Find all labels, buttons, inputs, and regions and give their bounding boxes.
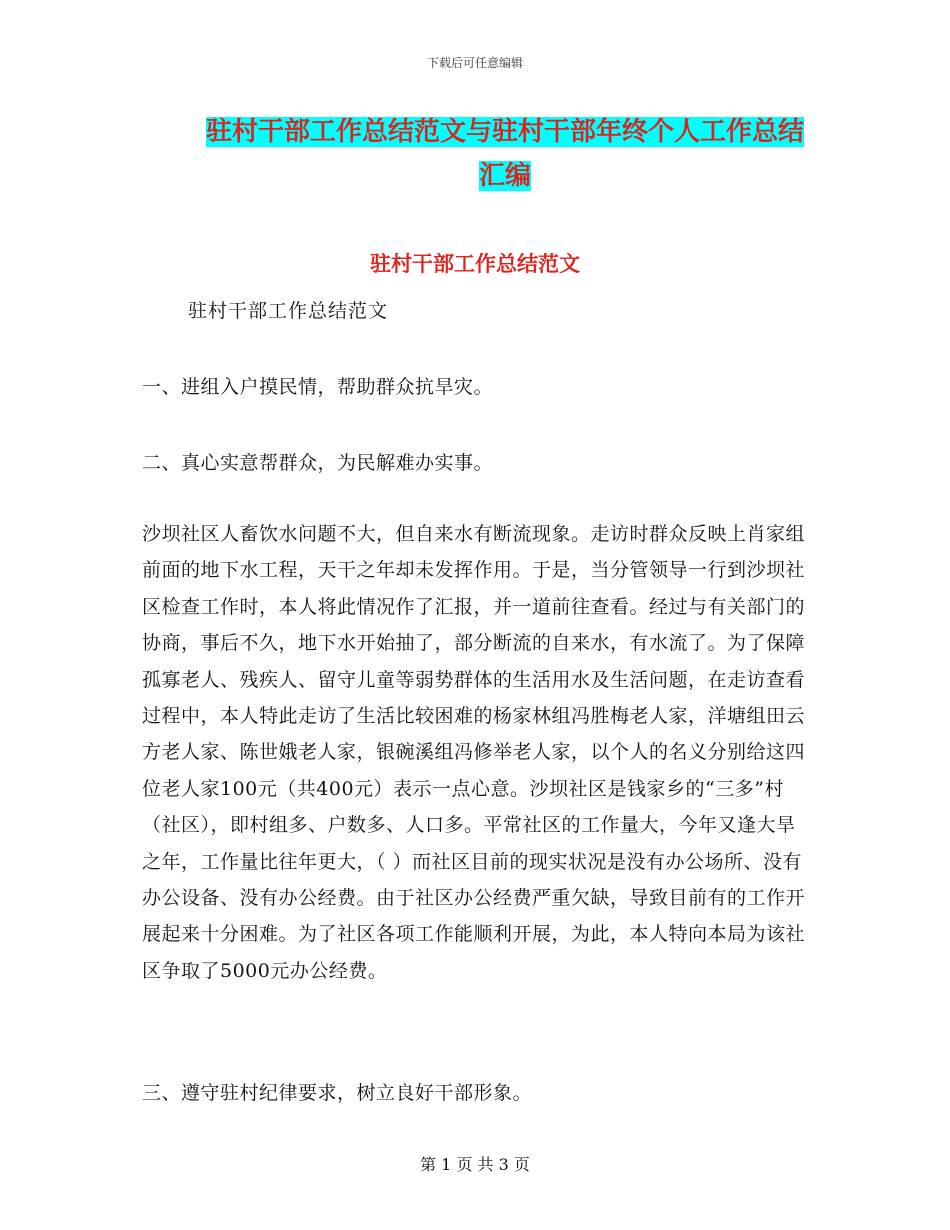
subtitle: 驻村干部工作总结范文 — [188, 300, 389, 322]
header-note: 下载后可任意编辑 — [426, 56, 523, 70]
paragraph-3: 三、遵守驻村纪律要求，树立良好干部形象。 — [142, 1082, 533, 1104]
page-footer: 第 1 页 共 3 页 — [420, 1155, 530, 1174]
document-title-line2: 汇编 — [478, 161, 531, 191]
document-title-line1: 驻村干部工作总结范文与驻村干部年终个人工作总结 — [205, 117, 804, 147]
paragraph-body: 沙坝社区人畜饮水问题不大，但自来水有断流现象。走访时群众反映上肖家组前面的地下水工程，天干之年却未发挥作用。于是，当分管领导一行到沙坝社区检查工作时，本人将此情况作了汇报，并一道前往查看。经过与有关部门的协商，事后不久，地下水开始抽了，部分断流的自来水，有水流了。为了保障孤寡老人、残疾人、留守儿童等弱势群体的生活用水及生活问题，在走访查看过程中，本人特此走访了生活比较困难的杨家林组冯胜梅老人家，洋塘组田云方老人家、陈世娥老人家，银碗溪组冯修举老人家，以个人的名义分别给这四位老人家100元（共400元）表示一点心意。沙坝社区是钱家乡的“三多”村（社区），即村组多、户数多、人口多。平常社区的工作量大，今年又逢大旱之年，工作量比往年更大，（ ）而社区目前的现实状况是没有办公场所、没有办公设备、没有办公经费。由于社区办公经费严重欠缺，导致目前有的工作开展起来十分困难。为了社区各项工作能顺利开展，为此，本人特向本局为该社区争取了5000元办公经费。 — [142, 523, 806, 982]
section-title: 驻村干部工作总结范文 — [370, 252, 580, 276]
paragraph-1: 一、进组入户摸民情，帮助群众抗旱灾。 — [142, 376, 494, 398]
paragraph-2: 二、真心实意帮群众，为民解难办实事。 — [142, 452, 494, 474]
document-title — [195, 110, 815, 198]
